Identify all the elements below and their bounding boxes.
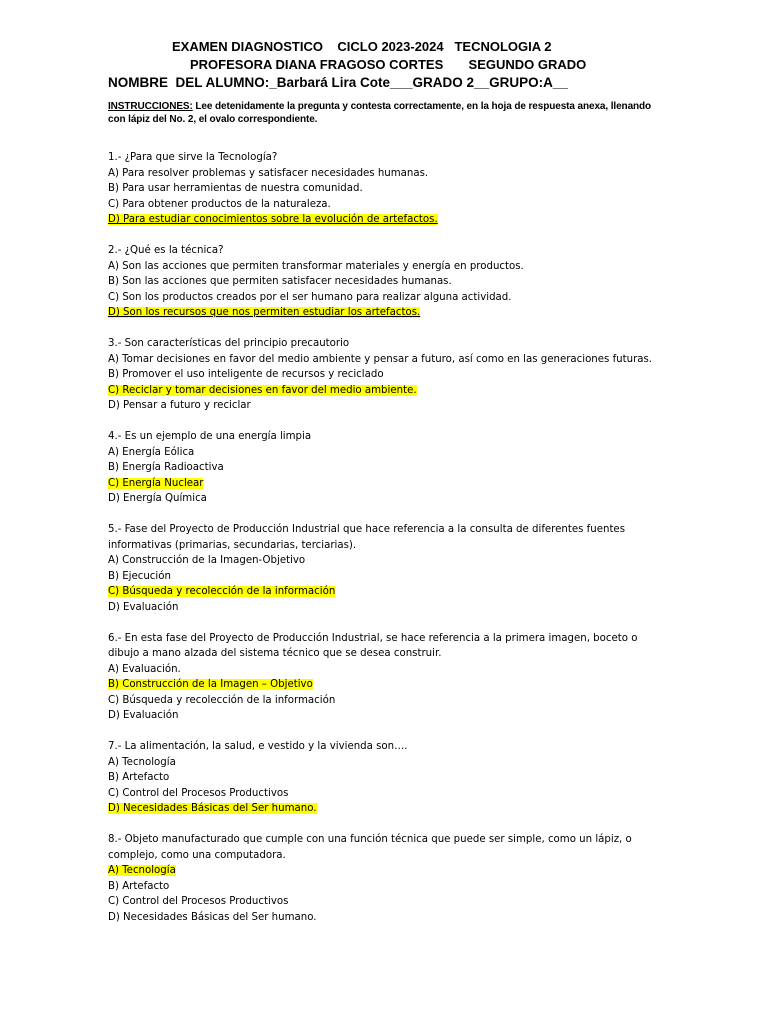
- option-a: A) Para resolver problemas y satisfacer necesidades humanas.: [108, 167, 429, 179]
- instructions-text: Lee detenidamente la pregunta y contesta correctamente, en la hoja de respuesta anexa, llenando con lápiz del No. 2, el ovalo correspondiente.: [108, 101, 652, 125]
- question-1: [108, 150, 668, 228]
- teacher-line: PROFESORA DIANA FRAGOSO CORTES SEGUNDO GRADO: [190, 57, 587, 72]
- option-b: B) Son las acciones que permiten satisfacer necesidades humanas.: [108, 276, 452, 287]
- option-b: B) Artefacto: [108, 880, 170, 892]
- option-c: C) Búsqueda y recolección de la información: [108, 694, 336, 706]
- question-stem: 2.- ¿Qué es la técnica?: [108, 245, 224, 256]
- option-a: A) Tecnología: [108, 756, 176, 768]
- question-list: [108, 150, 668, 941]
- option-c-selected: C) Reciclar y tomar decisiones en favor del medio ambiente.: [108, 384, 417, 396]
- option-a: A) Son las acciones que permiten transformar materiales y energía en productos.: [108, 260, 524, 272]
- option-a: A) Evaluación.: [108, 663, 181, 675]
- option-d: D) Pensar a futuro y reciclar: [108, 400, 251, 411]
- question-stem: 6.- En esta fase del Proyecto de Producción Industrial, se hace referencia a la primera imagen, boceto o dibujo a mano alzada del sistema técnico que se desea construir.: [108, 632, 638, 659]
- option-b: B) Promover el uso inteligente de recursos y reciclado: [108, 369, 384, 380]
- option-d: D) Evaluación: [108, 601, 179, 613]
- option-c: C) Control del Procesos Productivos: [108, 787, 289, 799]
- option-c: C) Son los productos creados por el ser humano para realizar alguna actividad.: [108, 291, 512, 303]
- instructions-label: INSTRUCCIONES:: [108, 101, 193, 112]
- question-6: [108, 631, 668, 724]
- option-d-selected: D) Para estudiar conocimientos sobre la evolución de artefactos.: [108, 214, 438, 225]
- question-stem: 7.- La alimentación, la salud, e vestido y la vivienda son….: [108, 741, 408, 752]
- question-7: [108, 739, 668, 817]
- question-3: [108, 336, 668, 414]
- option-d: D) Necesidades Básicas del Ser humano.: [108, 911, 317, 923]
- option-c: C) Control del Procesos Productivos: [108, 896, 289, 907]
- option-d-selected: D) Necesidades Básicas del Ser humano.: [108, 803, 317, 814]
- option-b: B) Energía Radioactiva: [108, 462, 224, 473]
- exam-title: EXAMEN DIAGNOSTICO CICLO 2023-2024 TECNOLOGIA 2: [172, 39, 552, 54]
- option-a: A) Energía Eólica: [108, 446, 195, 458]
- exam-header: [0, 38, 768, 92]
- question-8: [108, 832, 668, 925]
- option-d: D) Energía Química: [108, 493, 207, 504]
- question-stem: 1.- ¿Para que sirve la Tecnología?: [108, 152, 278, 163]
- option-b-selected: B) Construcción de la Imagen – Objetivo: [108, 679, 313, 690]
- option-c: C) Para obtener productos de la naturaleza.: [108, 198, 331, 210]
- option-a: A) Construcción de la Imagen-Objetivo: [108, 555, 306, 566]
- option-c-selected: C) Energía Nuclear: [108, 477, 204, 489]
- student-line: NOMBRE DEL ALUMNO:_Barbará Lira Cote___GRADO 2__GRUPO:A__: [108, 75, 568, 90]
- option-b: B) Ejecución: [108, 570, 171, 582]
- question-2: [108, 243, 668, 321]
- question-stem: 5.- Fase del Proyecto de Producción Industrial que hace referencia a la consulta de diferentes fuentes informativas (primarias, secundarias, terciarias).: [108, 524, 626, 551]
- instructions: [108, 100, 668, 126]
- question-5: [108, 522, 668, 615]
- question-stem: 3.- Son características del principio precautorio: [108, 338, 350, 349]
- option-b: B) Artefacto: [108, 772, 170, 783]
- option-c-selected: C) Búsqueda y recolección de la información: [108, 586, 336, 597]
- option-b: B) Para usar herramientas de nuestra comunidad.: [108, 183, 363, 194]
- option-a: A) Tomar decisiones en favor del medio ambiente y pensar a futuro, así como en las generaciones futuras.: [108, 353, 653, 365]
- option-a-selected: A) Tecnología: [108, 865, 176, 876]
- option-d-selected: D) Son los recursos que nos permiten estudiar los artefactos.: [108, 307, 421, 318]
- option-d: D) Evaluación: [108, 710, 179, 721]
- question-4: [108, 429, 668, 507]
- question-stem: 8.- Objeto manufacturado que cumple con una función técnica que puede ser simple, como un lápiz, o complejo, como una computadora.: [108, 834, 632, 861]
- question-stem: 4.- Es un ejemplo de una energía limpia: [108, 431, 312, 442]
